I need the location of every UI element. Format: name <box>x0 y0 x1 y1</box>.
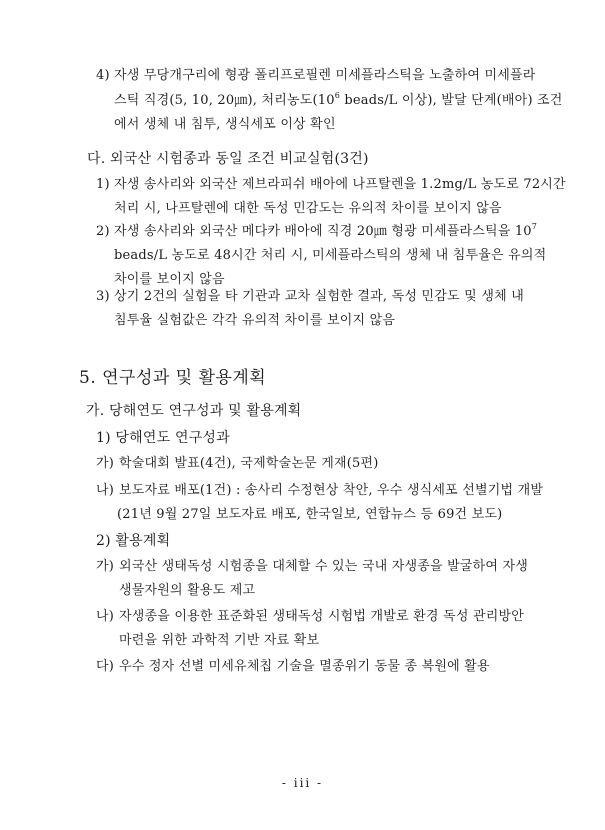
section-heading-5: 5. 연구성과 및 활용계획 <box>79 368 267 388</box>
list-marker: 가) <box>96 456 115 471</box>
list-item-text: 자생 송사리와 외국산 메다카 배아에 직경 20㎛ 형광 미세플라스틱을 $10^7$ <box>114 222 538 239</box>
list-item-text: 생물자원의 활용도 제고 <box>119 583 256 598</box>
list-marker: 2) <box>96 224 110 239</box>
list-item-text: 처리 시, 나프탈렌에 대한 독성 민감도는 유의적 차이를 보이지 않음 <box>114 201 502 216</box>
list-marker: 1) <box>96 177 110 192</box>
part-heading-2: 2) 활용계획 <box>96 533 171 549</box>
list-item-text: 상기 2건의 실험을 타 기관과 교차 실험한 결과, 독성 민감도 및 생체 내 <box>114 289 524 304</box>
list-marker: 4) <box>96 68 110 83</box>
page-number: - iii - <box>281 776 324 790</box>
list-item-text: beads/L 농도로 48시간 처리 시, 미세플라스틱의 생체 내 침투율은 유의적 <box>114 248 547 263</box>
list-item-text: (21년 9월 27일 보도자료 배포, 한국일보, 연합뉴스 등 69건 보도) <box>117 507 503 522</box>
list-item-text: 자생 송사리와 외국산 제브라피쉬 배아에 나프탈렌을 1.2mg/L 농도로 72시간 <box>114 177 566 192</box>
list-item-text: 차이를 보이지 않음 <box>114 272 225 287</box>
list-marker: 다) <box>96 659 115 674</box>
list-item-text-3: 에서 생체 내 침투, 생식세포 이상 확인 <box>114 117 336 132</box>
list-item-text: 자생 무당개구리에 형광 폴리프로필렌 미세플라스틱을 노출하여 미세플라 <box>114 68 536 83</box>
list-marker: 가) <box>96 559 115 574</box>
list-marker: 나) <box>96 483 115 498</box>
list-item-text: 침투율 실험값은 각각 유의적 차이를 보이지 않음 <box>114 313 396 328</box>
list-marker: 나) <box>96 609 115 624</box>
list-item-text: 자생종을 이용한 표준화된 생태독성 시험법 개발로 환경 독성 관리방안 <box>119 609 524 624</box>
part-heading-1: 1) 당해연도 연구성과 <box>96 430 230 446</box>
section-heading-da: 다. 외국산 시험종과 동일 조건 비교실험(3건) <box>87 151 369 167</box>
subsection-heading-ga: 가. 당해연도 연구성과 및 활용계획 <box>86 403 302 419</box>
list-item-text: 마련을 위한 과학적 기반 자료 확보 <box>119 633 320 648</box>
list-item-text-2: 스틱 직경(5, 10, 20㎛), 처리농도($10^6$ beads/L 이상), 발달 단계(배아) 조건 <box>114 91 563 108</box>
list-item-text: 우수 정자 선별 미세유체칩 기술을 멸종위기 동물 종 복원에 활용 <box>119 659 490 674</box>
list-marker: 3) <box>96 289 110 304</box>
list-item-text: 보도자료 배포(1건) : 송사리 수정현상 착안, 우수 생식세포 선별기법 개발 <box>119 483 544 498</box>
list-item-text: 외국산 생태독성 시험종을 대체할 수 있는 국내 자생종을 발굴하여 자생 <box>119 559 528 574</box>
list-item-text: 학술대회 발표(4건), 국제학술논문 게재(5편) <box>119 456 379 471</box>
